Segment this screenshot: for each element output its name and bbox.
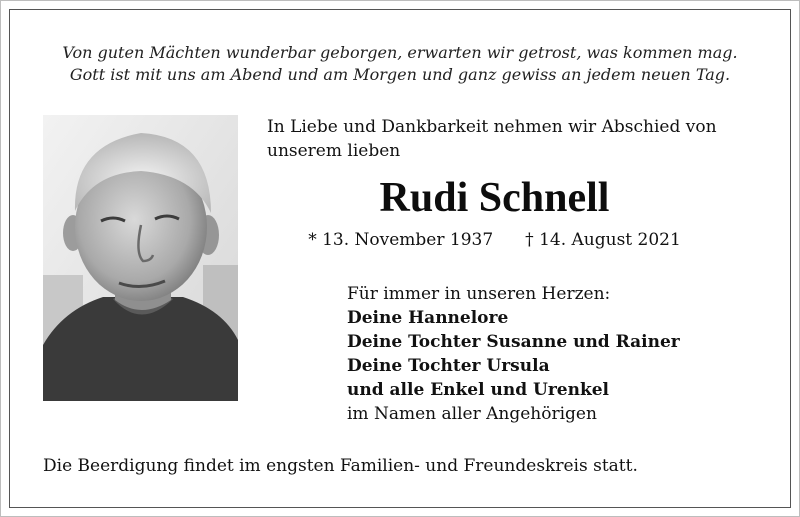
intro-line-1: In Liebe und Dankbarkeit nehmen wir Abschied von [267,117,717,137]
verse-line-1: Von guten Mächten wunderbar geborgen, erwarten wir getrost, was kommen mag. [62,43,738,62]
intro-text [267,115,767,163]
birth-date: * 13. November 1937 [308,230,494,250]
verse [0,42,800,86]
mourner-name: und alle Enkel und Urenkel [347,380,610,400]
mourners-closing: im Namen aller Angehörigen [347,404,597,424]
mourner-name: Deine Tochter Ursula [347,356,550,376]
mourners-heading: Für immer in unseren Herzen: [347,284,611,304]
portrait-photo [43,115,238,401]
mourners-block [347,282,767,426]
funeral-notice: Die Beerdigung findet im engsten Familien- und Freundeskreis statt. [43,456,638,476]
mourner-name: Deine Hannelore [347,308,509,328]
life-dates [267,228,722,252]
death-date: † 14. August 2021 [525,230,681,250]
verse-line-2: Gott ist mit uns am Abend und am Morgen und ganz gewiss an jedem neuen Tag. [69,65,731,84]
intro-line-2: unserem lieben [267,141,401,161]
deceased-name: Rudi Schnell [379,175,610,221]
portrait-image [43,115,238,401]
mourner-name: Deine Tochter Susanne und Rainer [347,332,680,352]
